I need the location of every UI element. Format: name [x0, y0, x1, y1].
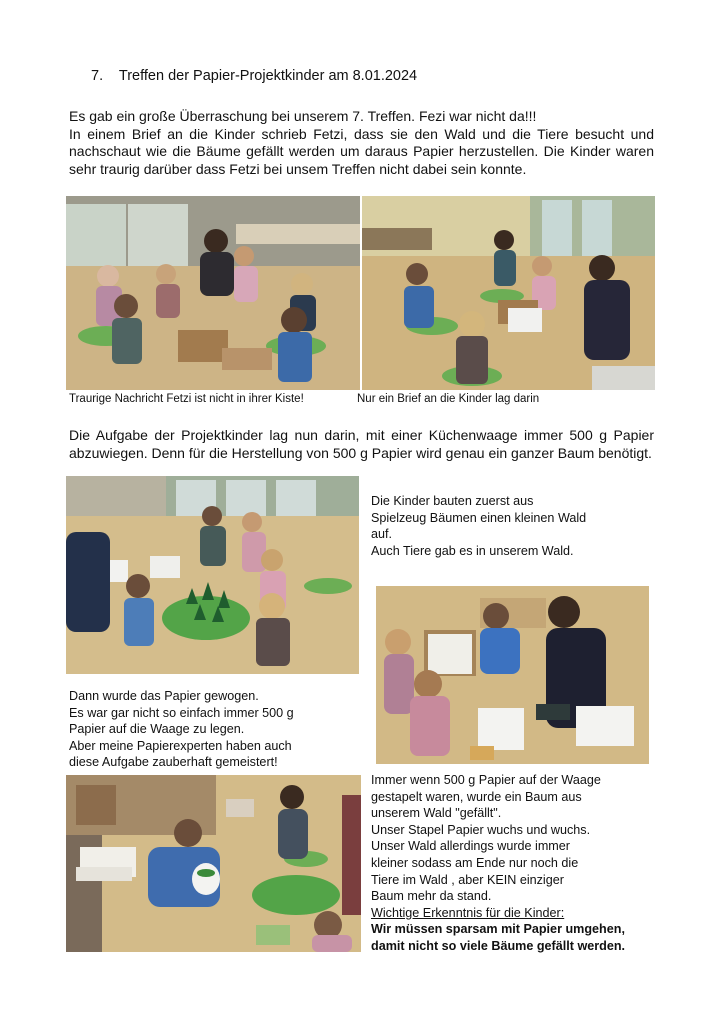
forest-description — [371, 493, 586, 559]
task-paragraph: Die Aufgabe der Projektkinder lag nun darin, mit einer Küchenwaage immer 500 g Papier abzuwiegen. Denn für die Herstellung von 500 g Papier wird genau ein ganzer Baum benötigt. — [69, 427, 654, 461]
weighing-line: Papier auf die Waage zu legen. — [69, 722, 245, 737]
weighing-line: Es war gar nicht so einfach immer 500 g — [69, 705, 294, 720]
insight-line: damit nicht so viele Bäume gefällt werden. — [371, 938, 626, 953]
forest-line: Die Kinder bauten zuerst aus — [371, 494, 534, 508]
forest-line: Auch Tiere gab es in unserem Wald. — [371, 543, 574, 558]
intro-paragraph — [69, 108, 654, 178]
heading-title: Treffen der Papier-Projektkinder am 8.01.2024 — [118, 68, 418, 84]
photo-building-forest — [66, 476, 359, 674]
photo-letter-in-box — [362, 196, 655, 390]
insight-label: Wichtige Erkenntnis für die Kinder: — [371, 905, 565, 920]
photo-weighing-paper — [376, 586, 649, 764]
result-line: Unser Stapel Papier wuchs und wuchs. — [371, 822, 591, 837]
result-description — [371, 772, 625, 955]
result-line: gestapelt waren, wurde ein Baum aus — [371, 789, 582, 804]
forest-line: auf. — [371, 527, 393, 542]
weighing-description — [69, 688, 294, 771]
result-line: unserem Wald "gefällt". — [371, 806, 502, 821]
result-line: Tiere im Wald , aber KEIN einziger — [371, 872, 564, 887]
intro-line: Es gab ein große Überraschung bei unserem 7. Treffen. Fezi war nicht da!!! — [69, 108, 537, 124]
caption-letter: Nur ein Brief an die Kinder lag darin — [357, 393, 540, 405]
photo-children-empty-box — [66, 196, 360, 390]
forest-line: Spielzeug Bäumen einen kleinen Wald — [371, 510, 587, 525]
result-line: Unser Wald allerdings wurde immer — [371, 839, 570, 854]
result-line: kleiner sodass am Ende nur noch die — [371, 855, 579, 870]
insight-line: Wir müssen sparsam mit Papier umgehen, — [371, 922, 625, 937]
photo-paper-stack-scale — [66, 775, 361, 952]
caption-empty-box: Traurige Nachricht Fetzi ist nicht in ihrer Kiste! — [69, 393, 304, 405]
heading-number: 7. — [91, 68, 104, 84]
weighing-line: diese Aufgabe zauberhaft gemeistert! — [69, 755, 278, 770]
intro-line: In einem Brief an die Kinder schrieb Fetzi, dass sie den Wald und die Tiere besucht und nachschaut wie die Bäume gefällt werden um daraus Papier herzustellen. Die Kinder waren sehr traurig darüber dass Fetzi bei unsem Treffen nicht dabei sein konnte. — [69, 125, 654, 177]
page-heading — [91, 68, 417, 84]
result-line: Immer wenn 500 g Papier auf der Waage — [371, 773, 601, 787]
weighing-line: Aber meine Papierexperten haben auch — [69, 738, 292, 753]
weighing-line: Dann wurde das Papier gewogen. — [69, 689, 259, 703]
result-line: Baum mehr da stand. — [371, 889, 492, 904]
